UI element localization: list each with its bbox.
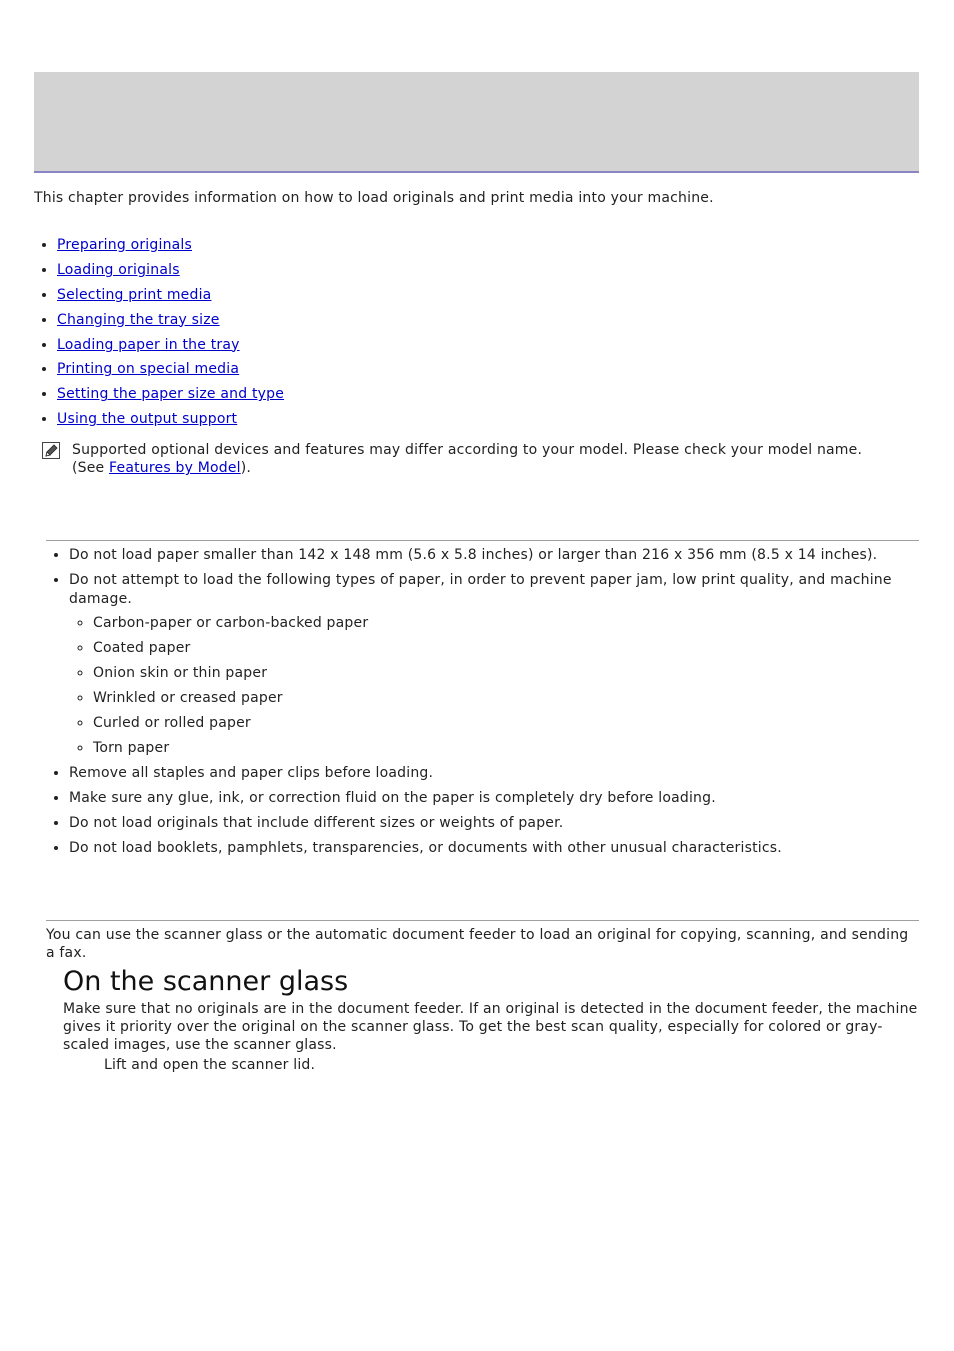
guideline-item: • Remove all staples and paper clips before loading. — [69, 764, 939, 783]
step-open-lid: Lift and open the scanner lid. — [104, 1057, 316, 1073]
toc-link-setting-paper-size-type[interactable]: Setting the paper size and type — [57, 386, 285, 403]
paper-types-list — [69, 614, 939, 758]
toc-link-preparing-originals[interactable]: Preparing originals — [57, 237, 193, 253]
note-text — [72, 441, 862, 477]
toc-link-changing-tray-size[interactable]: Changing the tray size — [57, 311, 220, 328]
toc-link-loading-paper-in-tray[interactable]: Loading paper in the tray — [57, 336, 240, 353]
toc-link-loading-originals[interactable]: Loading originals — [57, 261, 180, 278]
preparing-originals-list — [46, 546, 939, 864]
section-divider — [46, 540, 919, 541]
note-pencil-icon — [42, 442, 60, 459]
toc-link-output-support[interactable]: Using the output support — [57, 411, 238, 428]
toc-item — [57, 233, 284, 258]
section-divider — [46, 920, 919, 921]
note-see-line — [72, 459, 862, 477]
chapter-header-band — [34, 72, 919, 173]
loading-originals-intro: You can use the scanner glass or the automatic document feeder to load an original for copying, scanning, and sending a fax. — [46, 927, 909, 961]
guideline-item: • Do not load booklets, pamphlets, transparencies, or documents with other unusual characteristics. — [69, 839, 939, 858]
toc-item — [57, 258, 284, 283]
guideline-item: • Do not load paper smaller than 142 x 148 mm (5.6 x 5.8 inches) or larger than 216 x 356 mm (8.5 x 14 inches). — [69, 546, 939, 565]
guideline-item: • Do not load originals that include different sizes or weights of paper. — [69, 814, 939, 833]
toc-item — [57, 283, 284, 308]
toc-item — [57, 357, 284, 382]
toc-item — [57, 407, 284, 432]
paper-type-item: ◦ Wrinkled or creased paper — [93, 689, 939, 708]
paper-type-item: ◦ Torn paper — [93, 739, 939, 758]
paper-type-item: ◦ Onion skin or thin paper — [93, 664, 939, 683]
note-see-suffix: ). — [240, 460, 252, 476]
toc-item — [57, 333, 284, 358]
chapter-intro: This chapter provides information on how to load originals and print media into your machine. — [34, 190, 714, 206]
paper-type-item: ◦ Carbon-paper or carbon-backed paper — [93, 614, 939, 633]
toc-link-printing-special-media[interactable]: Printing on special media — [57, 361, 240, 378]
features-by-model-link[interactable]: Features by Model — [109, 460, 241, 476]
toc-link-selecting-print-media[interactable]: Selecting print media — [57, 286, 212, 303]
guideline-item — [69, 571, 939, 758]
chapter-toc — [34, 233, 284, 432]
guideline-text: Do not attempt to load the following types of paper, in order to prevent paper jam, low print quality, and machine damage. — [69, 572, 892, 607]
paper-type-item: ◦ Coated paper — [93, 639, 939, 658]
toc-item — [57, 308, 284, 333]
scanner-glass-text: Make sure that no originals are in the document feeder. If an original is detected in the document feeder, the machine gives it priority over the original on the scanner glass. To get the best scan quality, especially for colored or gray-scaled images, use the scanner glass. — [63, 1001, 918, 1053]
guideline-item: • Make sure any glue, ink, or correction fluid on the paper is completely dry before loading. — [69, 789, 939, 808]
note-message: Supported optional devices and features may differ according to your model. Please check your model name. — [72, 442, 863, 458]
note-see-prefix: (See — [72, 460, 110, 476]
toc-item — [57, 382, 284, 407]
paper-type-item: ◦ Curled or rolled paper — [93, 714, 939, 733]
scanner-glass-heading: On the scanner glass — [63, 966, 349, 997]
